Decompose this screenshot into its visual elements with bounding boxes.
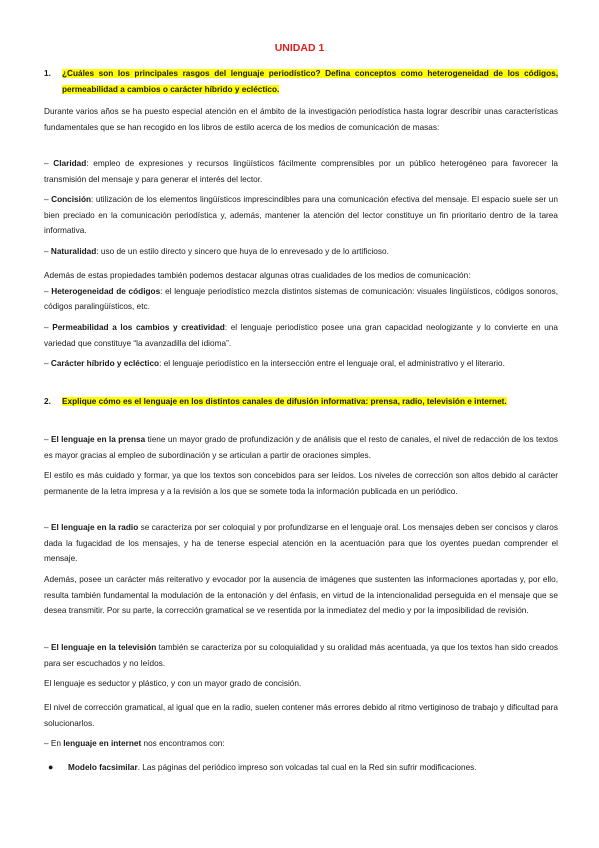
- television-text: también se caracteriza por su coloquialidad y su oralidad más acentuada, ya que los textos han sido creados para ser escuchados y no leídos.: [44, 643, 559, 668]
- television-dash: –: [44, 643, 51, 652]
- claridad-term: Claridad: [53, 159, 87, 168]
- radio-text: se caracteriza por ser coloquial y por profundizarse en el lenguaje oral. Los mensajes deben ser concisos y claros dada la fugacidad de los mensajes, y ha de tenerse especial atención en la acentuación para que los oyentes puedan comprender el mensaje.: [44, 523, 558, 564]
- naturalidad-text: : uso de un estilo directo y sincero que huya de lo enrevesado y de lo artificioso.: [96, 247, 389, 256]
- unit-title: UNIDAD 1: [274, 42, 325, 54]
- internet-term: lenguaje en internet: [63, 739, 142, 748]
- question-2-number: 2.: [44, 397, 51, 406]
- prensa-item: [44, 432, 558, 463]
- prensa-dash: –: [44, 435, 51, 444]
- question-1: [44, 66, 558, 97]
- question-2-text: Explique cómo es el lenguaje en los distintos canales de difusión informativa: prensa, radio, televisión e internet.: [62, 397, 507, 406]
- internet-item: [44, 736, 558, 752]
- question-1-text: ¿Cuáles son los principales rasgos del lenguaje periodístico? Defina conceptos como heterogeneidad de los códigos, permeabilidad a cambios o carácter híbrido y ecléctico.: [62, 69, 558, 94]
- intro-paragraph: Durante varios años se ha puesto especial atención en el ámbito de la investigación periodística hasta lograr describir unas características fundamentales que se han recogido en los libros de estilo acerca de los medios de comunicación de masas:: [44, 107, 558, 132]
- seductor-paragraph: El lenguaje es seductor y plástico, y con un mayor grado de concisión.: [44, 679, 302, 688]
- question-2: [44, 394, 558, 410]
- concision-term: Concisión: [51, 195, 92, 204]
- claridad-item: [44, 156, 558, 187]
- naturalidad-term: Naturalidad: [50, 247, 97, 256]
- television-term: El lenguaje en la televisión: [50, 643, 157, 652]
- prensa-text: tiene un mayor grado de profundización y de análisis que el resto de canales, el nivel de redacción de los textos es mayor gracias al empleo de subordinación y se articulan a partir de oraciones simples.: [44, 435, 558, 460]
- permeabilidad-item: [44, 320, 558, 351]
- additional-qualities-paragraph: [44, 268, 558, 315]
- claridad-text: : empleo de expresiones y recursos lingüísticos fácilmente comprensibles por un público heterogéneo para favorecer la transmisión del mensaje y para generar el interés del lector.: [44, 159, 559, 184]
- hibrido-text: : el lenguaje periodístico en la intersección entre el lenguaje oral, el administrativo y el literario.: [159, 359, 505, 368]
- question-1-number: 1.: [44, 69, 51, 78]
- facsimilar-text: . Las páginas del periódico impreso son volcadas tal cual en la Red sin sufrir modificaciones.: [137, 763, 477, 772]
- estilo-paragraph: El estilo es más cuidado y formar, ya que los textos son concebidos para ser leídos. Los niveles de corrección son altos debido al carácter permanente de la letra impresa y a la revisión a los que se somete toda la información publicada en un periódico.: [44, 471, 558, 496]
- hibrido-dash: –: [44, 359, 51, 368]
- naturalidad-dash: –: [44, 247, 51, 256]
- naturalidad-item: [44, 244, 558, 260]
- facsimilar-term: Modelo facsimilar: [68, 763, 138, 772]
- hibrido-term: Carácter híbrido y ecléctico: [50, 359, 160, 368]
- internet-prefix: – En: [44, 739, 64, 748]
- television-item: [44, 640, 558, 671]
- internet-text: nos encontramos con:: [141, 739, 225, 748]
- concision-item: [44, 192, 558, 239]
- radio-dash: –: [44, 523, 51, 532]
- permeabilidad-term: Permeabilidad a los cambios y creatividad: [52, 323, 225, 332]
- heterogeneidad-term: Heterogeneidad de códigos: [51, 286, 161, 296]
- heterogeneidad-text: : el lenguaje periodístico mezcla distintos sistemas de comunicación: visuales lingüísticos, códigos sonoros, códigos paralingüísticos, etc.: [44, 286, 558, 312]
- radio-detail-paragraph: Además, posee un carácter más reiterativo y evocador por la ausencia de imágenes que sustenten las informaciones aportadas y, por ello, resulta también fundamental la modulación de la entonación y del énfasis, en virtud de la intencionalidad perseguida en el mensaje que se desea transmitir. Por su parte, la corrección gramatical se ve resentida por la inmediatez del medio y por la imposibilidad de revisión.: [44, 575, 558, 616]
- bullet-icon: ●: [48, 762, 54, 772]
- additional-qualities-intro: Además de estas propiedades también podemos destacar algunas otras cualidades de los medios de comunicación:: [44, 271, 471, 280]
- permeabilidad-text: : el lenguaje periodístico posee una gran capacidad neologizante y lo convierte en una variedad que constituye “la avanzadilla del idioma”.: [44, 323, 558, 348]
- hibrido-item: [44, 356, 558, 372]
- facsimilar-bullet-item: [44, 760, 558, 776]
- heterogeneidad-dash: –: [44, 286, 52, 296]
- permeabilidad-dash: –: [44, 323, 53, 332]
- radio-term: El lenguaje en la radio: [50, 523, 139, 532]
- prensa-term: El lenguaje en la prensa: [50, 435, 146, 444]
- radio-item: [44, 520, 558, 567]
- concision-dash: –: [44, 195, 52, 204]
- claridad-dash: –: [44, 159, 54, 168]
- concision-text: : utilización de los elementos lingüísticos imprescindibles para una comunicación efectiva del mensaje. El espacio suele ser un bien preciado en la comunicación periodística y, además, mantener la atención del lector constituye un fin prioritario dentro de la tarea informativa.: [44, 195, 558, 236]
- correccion-paragraph: El nivel de corrección gramatical, al igual que en la radio, suelen contener más errores debido al ritmo vertiginoso de trabajo y dificultad para solucionarlos.: [44, 703, 558, 728]
